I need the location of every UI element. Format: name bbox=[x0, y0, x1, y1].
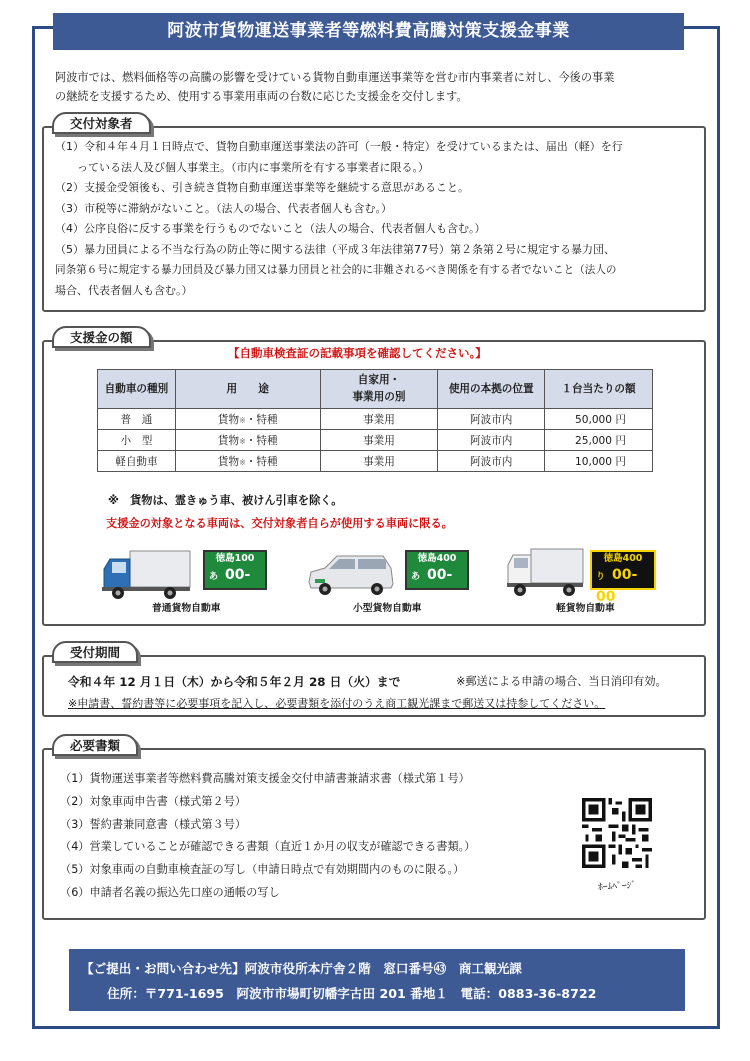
vehicle-location: 阿波市内 bbox=[438, 409, 545, 430]
list-item: 場合、代表者個人も含む。） bbox=[55, 283, 193, 297]
vehicle-amount: 50,000 円 bbox=[545, 409, 653, 430]
amount-notice: 【自動車検査証の記載事項を確認してください。】 bbox=[228, 346, 487, 360]
table-header-row bbox=[98, 370, 653, 409]
documents-list bbox=[60, 768, 475, 905]
vehicle-caption: 軽貨物自動車 bbox=[556, 603, 615, 614]
amount-note-exclusion: ※ 貨物は、霊きゅう車、被けん引車を除く。 bbox=[108, 494, 343, 507]
kei-truck-image bbox=[505, 547, 585, 599]
list-item: （5）対象車両の自動車検査証の写し（申請日時点で有効期間内のものに限る。） bbox=[60, 863, 465, 877]
qr-caption: ﾎｰﾑﾍﾟｰｼﾞ bbox=[597, 880, 637, 893]
vehicle-use: 貨物※・特種 bbox=[175, 430, 320, 451]
col-header: 自動車の種別 bbox=[98, 370, 176, 409]
period-note: ※申請書、誓約書等に必要事項を記入し、必要書類を添付のうえ商工観光課まで郵送又は持参してください。 bbox=[68, 697, 606, 710]
table-row bbox=[98, 409, 653, 430]
vehicle-type: 普 通 bbox=[98, 409, 176, 430]
vehicle-biz: 事業用 bbox=[320, 409, 438, 430]
period-dates: 令和４年 12 月１日（木）から令和５年２月 28 日（火）まで bbox=[68, 675, 401, 689]
col-header: 使用の本拠の位置 bbox=[438, 370, 545, 409]
intro-line: 阿波市では、燃料価格等の高騰の影響を受けている貨物自動車運送事業等を営む市内事業者に対し、今後の事業 bbox=[55, 71, 615, 84]
col-header: 自家用・ 事業用の別 bbox=[320, 370, 438, 409]
col-header: １台当たりの額 bbox=[545, 370, 653, 409]
standard-truck-image bbox=[100, 549, 192, 601]
vehicle-caption: 小型貨物自動車 bbox=[353, 603, 422, 614]
list-item: （2）対象車両申告書（様式第２号） bbox=[60, 794, 247, 808]
table-row bbox=[98, 451, 653, 472]
amount-heading: 支援金の額 bbox=[52, 326, 151, 348]
list-item: （1）令和４年４月１日時点で、貨物自動車運送事業法の許可（一般・特定）を受けているまたは、届出（軽）を行 bbox=[55, 140, 623, 153]
vehicle-use: 貨物※・特種 bbox=[175, 409, 320, 430]
amount-note-own-use: 支援金の対象となる車両は、交付対象者自らが使用する車両に限る。 bbox=[106, 517, 453, 530]
contact-footer bbox=[69, 949, 685, 1011]
eligibility-heading: 交付対象者 bbox=[52, 112, 151, 134]
table-row bbox=[98, 430, 653, 451]
contact-line-1: 【ご提出・お問い合わせ先】阿波市役所本庁舎２階 窓口番号㊸ 商工観光課 bbox=[81, 961, 522, 976]
vehicle-biz: 事業用 bbox=[320, 451, 438, 472]
intro-line: の継続を支援するため、使用する事業用車両の台数に応じた支援金を交付します。 bbox=[55, 90, 468, 103]
contact-line-2: 住所：〒771-1695 阿波市市場町切幡字古田 201 番地１ 電話：0883-36-8722 bbox=[107, 986, 597, 1001]
vehicle-location: 阿波市内 bbox=[438, 451, 545, 472]
list-item: （2）支援金受領後も、引き続き貨物自動車運送事業等を継続する意思があること。 bbox=[55, 181, 469, 194]
list-item: （6）申請者名義の振込先口座の通帳の写し bbox=[60, 885, 280, 899]
vehicle-location: 阿波市内 bbox=[438, 430, 545, 451]
amount-table bbox=[97, 369, 653, 472]
list-item: 同条第６号に規定する暴力団員及び暴力団又は暴力団員と社会的に非難されるべき関係を有する者でないこと（法人の bbox=[55, 264, 617, 276]
small-truck-image bbox=[305, 552, 397, 597]
eligibility-list bbox=[55, 137, 623, 301]
period-heading: 受付期間 bbox=[52, 641, 138, 663]
list-item: っている法人及び個人事業主。（市内に事業所を有する事業者に限る。） bbox=[77, 160, 429, 174]
vehicle-type: 軽自動車 bbox=[98, 451, 176, 472]
documents-heading: 必要書類 bbox=[52, 734, 138, 756]
list-item: （1）貨物運送事業者等燃料費高騰対策支援金交付申請書兼請求書（様式第１号） bbox=[60, 772, 470, 785]
page-title: 阿波市貨物運送事業者等燃料費高騰対策支援金事業 bbox=[53, 13, 684, 50]
period-dates-note: ※郵送による申請の場合、当日消印有効。 bbox=[456, 675, 667, 688]
col-header: 用 途 bbox=[175, 370, 320, 409]
list-item: （5）暴力団員による不当な行為の防止等に関する法律（平成３年法律第77号）第２条第２号に規定する暴力団、 bbox=[55, 242, 615, 256]
intro-text bbox=[55, 68, 695, 106]
license-plate-2: 徳島400 あ 00-00 bbox=[405, 550, 469, 590]
qr-code-icon[interactable] bbox=[582, 798, 652, 868]
license-plate-3: 徳島400 り 00-00 bbox=[590, 550, 656, 590]
license-plate-1: 徳島100 あ 00-00 bbox=[203, 550, 267, 590]
vehicle-amount: 25,000 円 bbox=[545, 430, 653, 451]
vehicle-caption: 普通貨物自動車 bbox=[152, 603, 221, 614]
list-item: （4）公序良俗に反する事業を行うものでないこと（法人の場合、代表者個人も含む。） bbox=[55, 222, 486, 235]
list-item: （4）営業していることが確認できる書類（直近１か月の収支が確認できる書類。） bbox=[60, 840, 476, 854]
list-item: （3）市税等に滞納がないこと。（法人の場合、代表者個人も含む。） bbox=[55, 201, 392, 215]
vehicle-type: 小 型 bbox=[98, 430, 176, 451]
vehicle-biz: 事業用 bbox=[320, 430, 438, 451]
vehicle-amount: 10,000 円 bbox=[545, 451, 653, 472]
vehicle-use: 貨物※・特種 bbox=[175, 451, 320, 472]
list-item: （3）誓約書兼同意書（様式第３号） bbox=[60, 817, 247, 831]
